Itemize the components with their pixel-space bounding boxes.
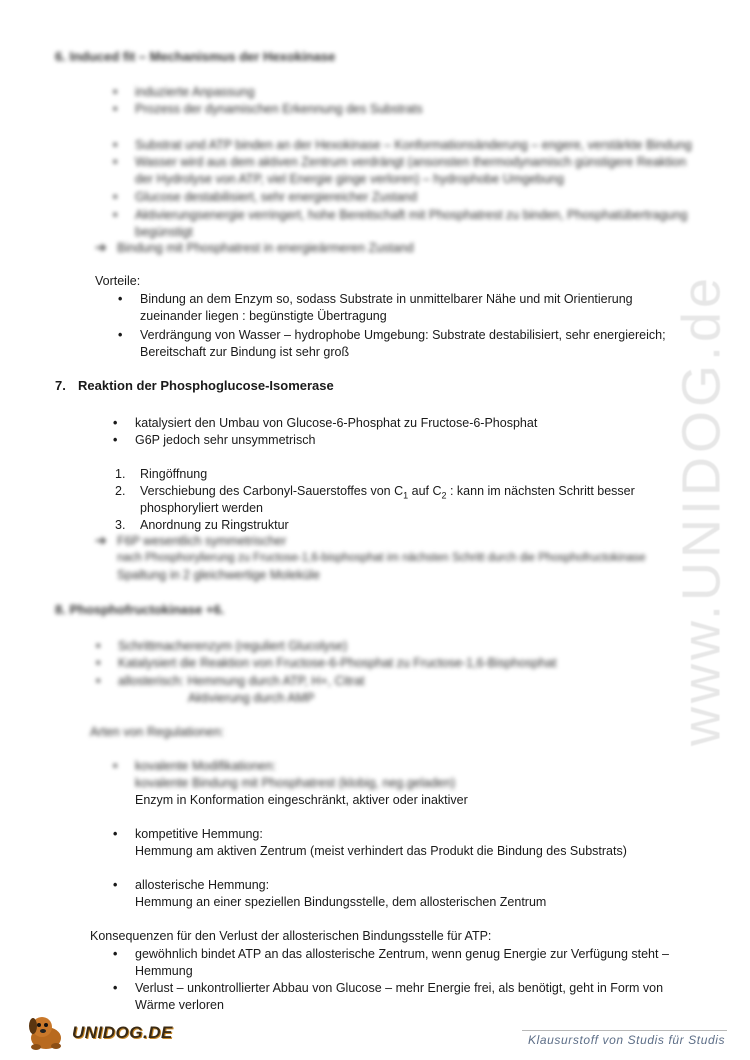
list-item: • gewöhnlich bindet ATP an das allosterische Zentrum, wenn genug Energie zur Verfügung steht –	[135, 946, 669, 963]
list-item-continuation: Enzym in Konformation eingeschränkt, aktiver oder inaktiver	[135, 793, 468, 807]
list-item-continuation: zueinander liegen : begünstigte Übertragung	[140, 309, 387, 323]
list-item: • Aktivierungsenergie verringert, hohe Bereitschaft mit Phosphatrest zu binden, Phosphatübertragung	[135, 207, 687, 224]
list-item: • induzierte Anpassung	[135, 84, 255, 101]
watermark	[671, 273, 732, 747]
list-item-continuation: Wärme verloren	[135, 998, 224, 1012]
numbered-item: Anordnung zu Ringstruktur	[140, 518, 289, 532]
text-segment: : kann im nächsten Schritt besser	[446, 484, 635, 498]
list-item-continuation: kovalente Bindung mit Phosphatrest (klobig, neg.geladen)	[135, 776, 456, 790]
numbered-item	[140, 483, 635, 500]
text-segment: auf C	[408, 484, 442, 498]
list-item-continuation: Bereitschaft zur Bindung ist sehr groß	[140, 345, 350, 359]
section-6-heading: 6. Induced fit – Mechanismus der Hexokinase	[55, 49, 336, 64]
arten-label: Arten von Regulationen:	[90, 725, 225, 739]
section-8-heading: 8. Phosphofructokinase +6.	[55, 602, 225, 617]
list-item: • Glucose destabilisiert, sehr energiereicher Zustand	[135, 189, 417, 206]
list-item: • Katalysiert die Reaktion von Fructose-6-Phosphat zu Fructose-1,6-Bisphosphat	[118, 655, 556, 672]
section-7-heading: Reaktion der Phosphoglucose-Isomerase	[78, 378, 334, 393]
footer-divider	[522, 1030, 727, 1031]
list-item: • allosterische Hemmung:	[135, 877, 269, 894]
arrow-item	[95, 239, 414, 257]
list-item: • kompetitive Hemmung:	[135, 826, 263, 843]
watermark-text: www.UNIDOG.de	[671, 273, 732, 747]
numbered-item-number: 2.	[115, 484, 126, 498]
logo-text: UNIDOG.DE	[72, 1023, 173, 1042]
list-item: • Verdrängung von Wasser – hydrophobe Umgebung: Substrate destabilisiert, sehr energiereich;	[140, 327, 666, 344]
list-item: • katalysiert den Umbau von Glucose-6-Phosphat zu Fructose-6-Phosphat	[135, 415, 537, 432]
list-item-continuation: begünstigt	[135, 225, 193, 239]
arrow-item-continuation: Spaltung in 2 gleichwertige Moleküle	[117, 568, 320, 582]
arrow-item-continuation: nach Phosphorylierung zu Fructose-1,6-bisphosphat im nächsten Schritt durch die Phosphofructokinase	[117, 552, 646, 564]
arrow-item-text: Bindung mit Phosphatrest in energieärmeren Zustand	[117, 241, 414, 255]
subscript: 1	[403, 490, 409, 501]
arrow-right-icon: ➔	[95, 239, 107, 255]
list-item: • Schrittmacherenzym (reguliert Glucolyse)	[118, 638, 347, 655]
list-item: • Prozess der dynamischen Erkennung des Substrats	[135, 101, 423, 118]
arrow-right-icon: ➔	[95, 532, 107, 548]
unidog-logo	[22, 1012, 173, 1052]
arrow-item	[95, 532, 287, 550]
list-item: • Wasser wird aus dem aktiven Zentrum verdrängt (ansonsten thermodynamisch günstigere Reaktion	[135, 154, 686, 171]
list-item-continuation: Hemmung am aktiven Zentrum (meist verhindert das Produkt die Bindung des Substrats)	[135, 844, 627, 858]
arrow-item-text: F6P wesentlich symmetrischer	[117, 534, 287, 548]
footer-tagline: Klausurstoff von Studis für Studis	[528, 1033, 726, 1047]
numbered-item-continuation: phosphoryliert werden	[140, 501, 263, 515]
vorteile-label: Vorteile:	[95, 274, 141, 288]
numbered-item: Ringöffnung	[140, 467, 208, 481]
subscript: 2	[441, 490, 447, 501]
list-item-continuation: Aktivierung durch AMP	[188, 691, 315, 705]
list-item-continuation: Hemmung an einer speziellen Bindungsstelle, dem allosterischen Zentrum	[135, 895, 547, 909]
dog-icon	[22, 1012, 70, 1052]
list-item: • Bindung an dem Enzym so, sodass Substrate in unmittelbarer Nähe und mit Orientierung	[140, 291, 633, 308]
konsequenzen-label: Konsequenzen für den Verlust der allosterischen Bindungsstelle für ATP:	[90, 929, 492, 943]
list-item: • allosterisch: Hemmung durch ATP, H+, Citrat	[118, 673, 365, 690]
text-segment: Verschiebung des Carbonyl-Sauerstoffes von C	[140, 484, 404, 498]
list-item: • G6P jedoch sehr unsymmetrisch	[135, 432, 315, 449]
list-item-continuation: Hemmung	[135, 964, 193, 978]
numbered-item-number: 1.	[115, 467, 126, 481]
section-7-number: 7.	[55, 378, 66, 393]
list-item: • Verlust – unkontrollierter Abbau von Glucose – mehr Energie frei, als benötigt, geht in Form von	[135, 980, 663, 997]
list-item: • kovalente Modifikationen:	[135, 758, 276, 775]
list-item: • Substrat und ATP binden an der Hexokinase – Konformationsänderung – engere, verstärkte Bindung	[135, 137, 692, 154]
numbered-item-number: 3.	[115, 518, 126, 532]
list-item-continuation: der Hydrolyse von ATP, viel Energie ginge verloren) – hydrophobe Umgebung	[135, 172, 564, 186]
